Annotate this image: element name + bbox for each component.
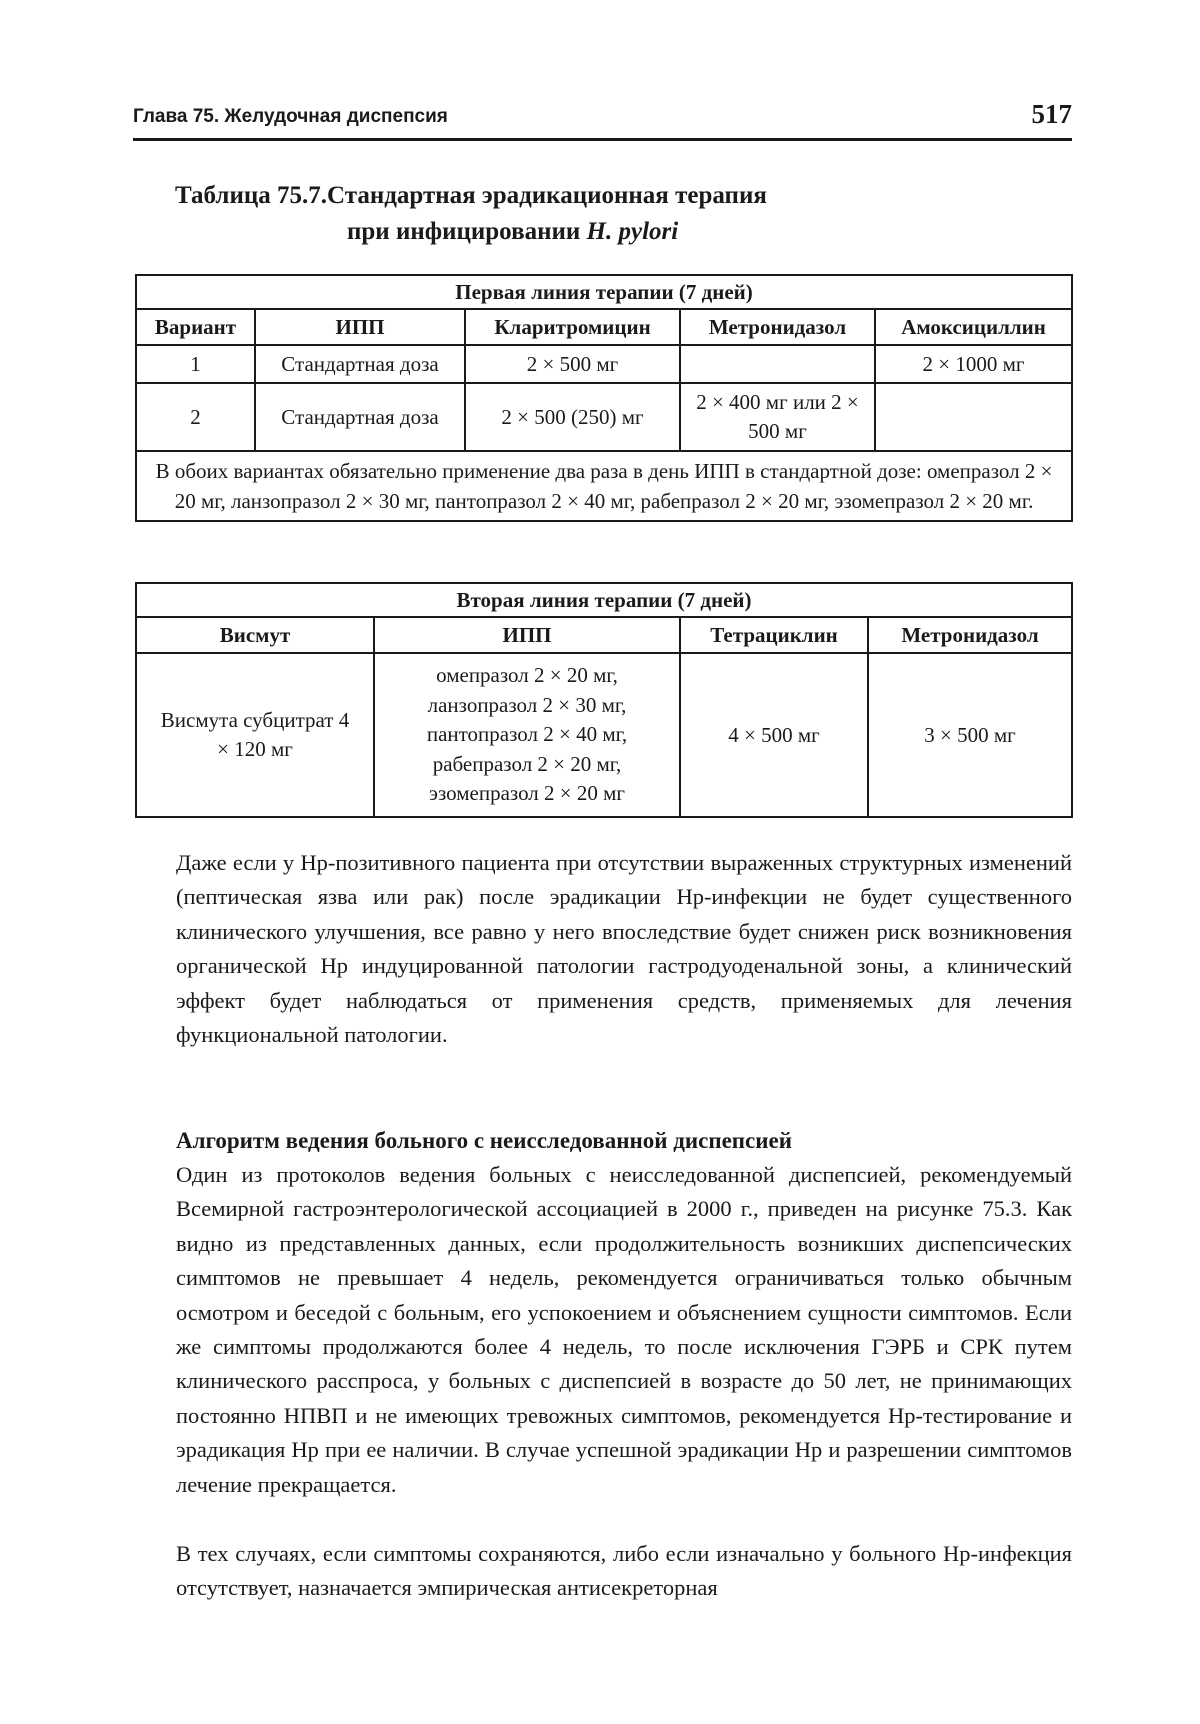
table-cell: 1 — [136, 345, 255, 383]
paragraph — [176, 1537, 1072, 1606]
ppi-item: ланзопразол 2 × 30 мг, — [427, 692, 627, 717]
table-cell: 2 × 400 мг или 2 × 500 мг — [680, 383, 875, 451]
table-title-line2-text: при инфицировании — [347, 218, 587, 245]
ppi-item: рабепразол 2 × 20 мг, — [432, 751, 622, 776]
paragraph-text: В тех случаях, если симптомы сохраняются, либо если изначально у больного Hp-инфекция отсутствует, назначается эмпирическая антисекреторная — [176, 1541, 1072, 1601]
ppi-item: эзомепразол 2 × 20 мг — [428, 781, 626, 806]
paragraph — [176, 1158, 1072, 1502]
first-line-title: Первая линия терапии (7 дней) — [136, 275, 1072, 309]
table-row — [136, 383, 1072, 451]
second-line-title: Вторая линия терапии (7 дней) — [136, 583, 1072, 617]
paragraph-text: Один из протоколов ведения больных с неисследованной диспепсией, рекомендуемый Всемирной гастроэнтерологической ассоциацией в 2000 г., приведен на рисунке 75.3. Как видно из представленных данных, если продолжительность возникших диспепсических симптомов не превышает 4 недель, рекомендуется ограничиваться только обычным осмотром и беседой с больным, его успокоением и объяснением сущности симптомов. Если же симптомы продолжаются более 4 недель, то после исключения ГЭРБ и СРК путем клинического расспроса, у больных с диспепсией в возрасте до 50 лет, не принимающих постоянно НПВП и не имеющих тревожных симптомов, рекомендуется Hp-тестирование и эрадикация Hp при ее наличии. В случае успешной эрадикации Hp и разрешении симптомов лечение прекращается. — [176, 1162, 1072, 1497]
column-header: Амоксициллин — [875, 309, 1072, 345]
column-header: Метронидазол — [680, 309, 875, 345]
tetracycline-cell: 4 × 500 мг — [680, 653, 868, 817]
bismuth-cell: Висмута субцитрат 4 × 120 мг — [136, 653, 374, 817]
column-header: Вариант — [136, 309, 255, 345]
table-cell: 2 × 1000 мг — [875, 345, 1072, 383]
table-cell: Стандартная доза — [255, 383, 465, 451]
table-cell: Стандартная доза — [255, 345, 465, 383]
table-cell — [875, 383, 1072, 451]
paragraph-text: Даже если у Hp-позитивного пациента при отсутствии выраженных структурных изменений (пептическая язва или рак) после эрадикации Hp-инфекции не будет существенного клинического улучшения, все равно у него впоследствие будет снижен риск возникновения органической Hp индуцированной патологии гастродуоденальной зоны, а клинический эффект будет наблюдаться от применения средств, применяемых для лечения функциональной патологии. — [176, 850, 1072, 1048]
running-header — [133, 96, 1072, 141]
second-line-therapy-table — [135, 582, 1073, 818]
paragraph — [176, 846, 1072, 1052]
chapter-title: Глава 75. Желудочная диспепсия — [133, 106, 448, 127]
section-heading: Алгоритм ведения больного с неисследованной диспепсией — [176, 1128, 792, 1153]
first-line-therapy-table — [135, 274, 1073, 522]
page-number: 517 — [1031, 99, 1072, 129]
table-cell: 2 — [136, 383, 255, 451]
column-header: Метронидазол — [868, 617, 1072, 653]
table-row — [136, 345, 1072, 383]
metronidazole-cell: 3 × 500 мг — [868, 653, 1072, 817]
table-cell: 2 × 500 мг — [465, 345, 680, 383]
column-header: ИПП — [255, 309, 465, 345]
column-header: Висмут — [136, 617, 374, 653]
ppi-item: пантопразол 2 × 40 мг, — [426, 722, 628, 747]
table-caption — [175, 178, 935, 250]
table-row — [136, 451, 1072, 521]
column-header: Тетрациклин — [680, 617, 868, 653]
ppi-list-cell — [374, 653, 680, 817]
table-title-line1: Стандартная эрадикационная терапия — [327, 182, 767, 209]
table-row — [136, 653, 1072, 817]
table-cell: 2 × 500 (250) мг — [465, 383, 680, 451]
column-header: Кларитромицин — [465, 309, 680, 345]
table-title-line2 — [175, 214, 935, 250]
ppi-item: омепразол 2 × 20 мг, — [436, 663, 618, 688]
column-header: ИПП — [374, 617, 680, 653]
first-line-note: В обоих вариантах обязательно применение два раза в день ИПП в стандартной дозе: омепразол 2 × 20 мг, ланзопразол 2 × 30 мг, пантопразол 2 × 40 мг, рабепразол 2 × 20 мг, эзомепразол 2 × 20 мг. — [136, 451, 1072, 521]
table-label: Таблица 75.7. — [175, 182, 328, 209]
table-cell — [680, 345, 875, 383]
pathogen-name: H. pylori — [586, 218, 679, 245]
